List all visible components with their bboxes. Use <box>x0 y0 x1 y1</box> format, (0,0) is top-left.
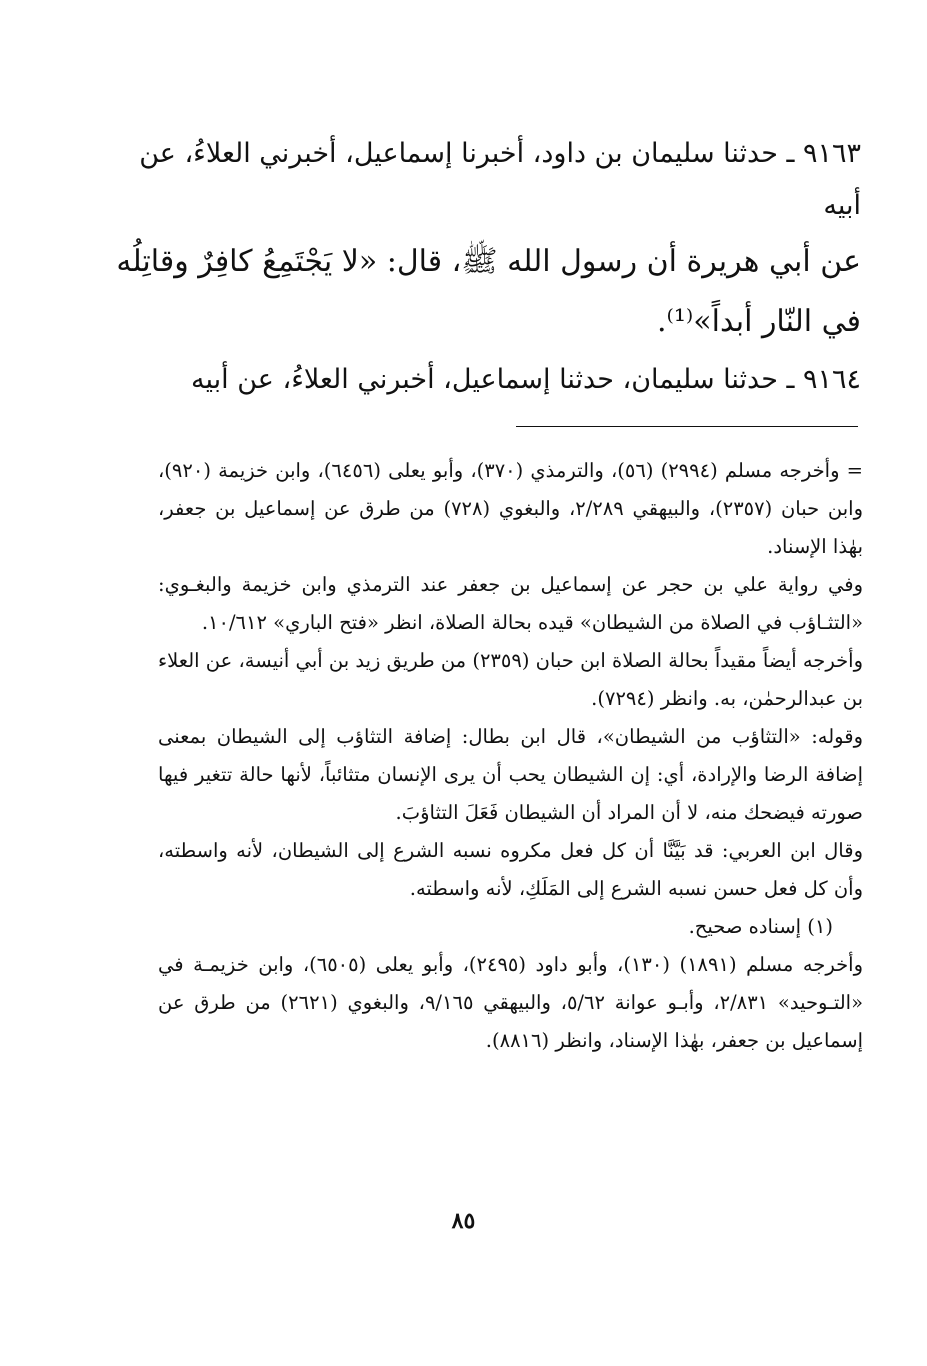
hadith-9163-line-4: في النّار أبداً»⁽¹⁾. <box>656 304 861 339</box>
page-number: ٨٥ <box>451 1208 476 1234</box>
footnote-paragraph-5: وقال ابن العربي: قد بَيَّنَّا أن كل فعل مكروه نسبه الشرع إلى الشيطان، لأنه واسطته، وأن كل فعل حسن نسبه الشرع إلى المَلَكِ، لأنه واسطته. <box>158 839 863 900</box>
footnote-paragraph-4: وقوله: «التثاؤب من الشيطان»، قال ابن بطال: إضافة التثاؤب إلى الشيطان بمعنى إضافة الرضا والإرادة، أي: إن الشيطان يحب أن يرى الإنسان متثائباً، لأنها حالة تتغير فيها صورته فيضحك منه، لا أن المراد أن الشيطان فَعَلَ التثاؤبَ. <box>158 725 863 824</box>
hadith-9164-line-1: ٩١٦٤ ـ حدثنا سليمان، حدثنا إسماعيل، أخبرني العلاءُ، عن أبيه <box>191 364 861 395</box>
footnotes <box>158 452 863 1060</box>
footnote-paragraph-6: (١) إسناده صحيح. <box>688 915 833 938</box>
footnote-paragraph-1: = وأخرجه مسلم (٢٩٩٤) (٥٦)، والترمذي (٣٧٠)، وأبو يعلى (٦٤٥٦)، وابن خزيمة (٩٢٠)، وابن حبان (٢٣٥٧)، والبيهقي ٢/٢٨٩، والبغوي (٧٢٨) من طرق عن إسماعيل بن جعفر، بهٰذا الإسناد. <box>158 459 864 558</box>
hadith-9163-line-1: ٩١٦٣ ـ حدثنا سليمان بن داود، أخبرنا إسماعيل، أخبرني العلاءُ، عن <box>139 138 861 169</box>
footnote-separator <box>516 426 858 427</box>
footnote-paragraph-3: وأخرجه أيضاً مقيداً بحالة الصلاة ابن حبان (٢٣٥٩) من طريق زيد بن أبي أنيسة، عن العلاء بن عبدالرحمٰن، به. وانظر (٧٢٩٤). <box>158 649 863 710</box>
hadith-9163-line-3: عن أبي هريرة أن رسول الله ﷺ، قال: «لا يَجْتَمِعُ كافِرٌ وقاتِلُه <box>116 244 861 279</box>
hadith-9163-line-2: أبيه <box>823 190 861 221</box>
footnote-paragraph-2: وفي رواية علي بن حجر عن إسماعيل بن جعفر عند الترمذي وابن خزيمة والبغـوي: «التثـاؤب في الصلاة من الشيطان» قيده بحالة الصلاة، انظر «فتح الباري» ١٠/٦١٢. <box>158 573 863 634</box>
footnote-paragraph-7: وأخرجه مسلم (١٨٩١) (١٣٠)، وأبو داود (٢٤٩٥)، وأبو يعلى (٦٥٠٥)، وابن خزيمـة في «التـوحيد» ٢/٨٣١، وأبـو عوانة ٥/٦٢، والبيهقي ٩/١٦٥، والبغوي (٢٦٢١) من طرق عن إسماعيل بن جعفر، بهٰذا الإسناد، وانظر (٨٨١٦). <box>158 953 864 1052</box>
